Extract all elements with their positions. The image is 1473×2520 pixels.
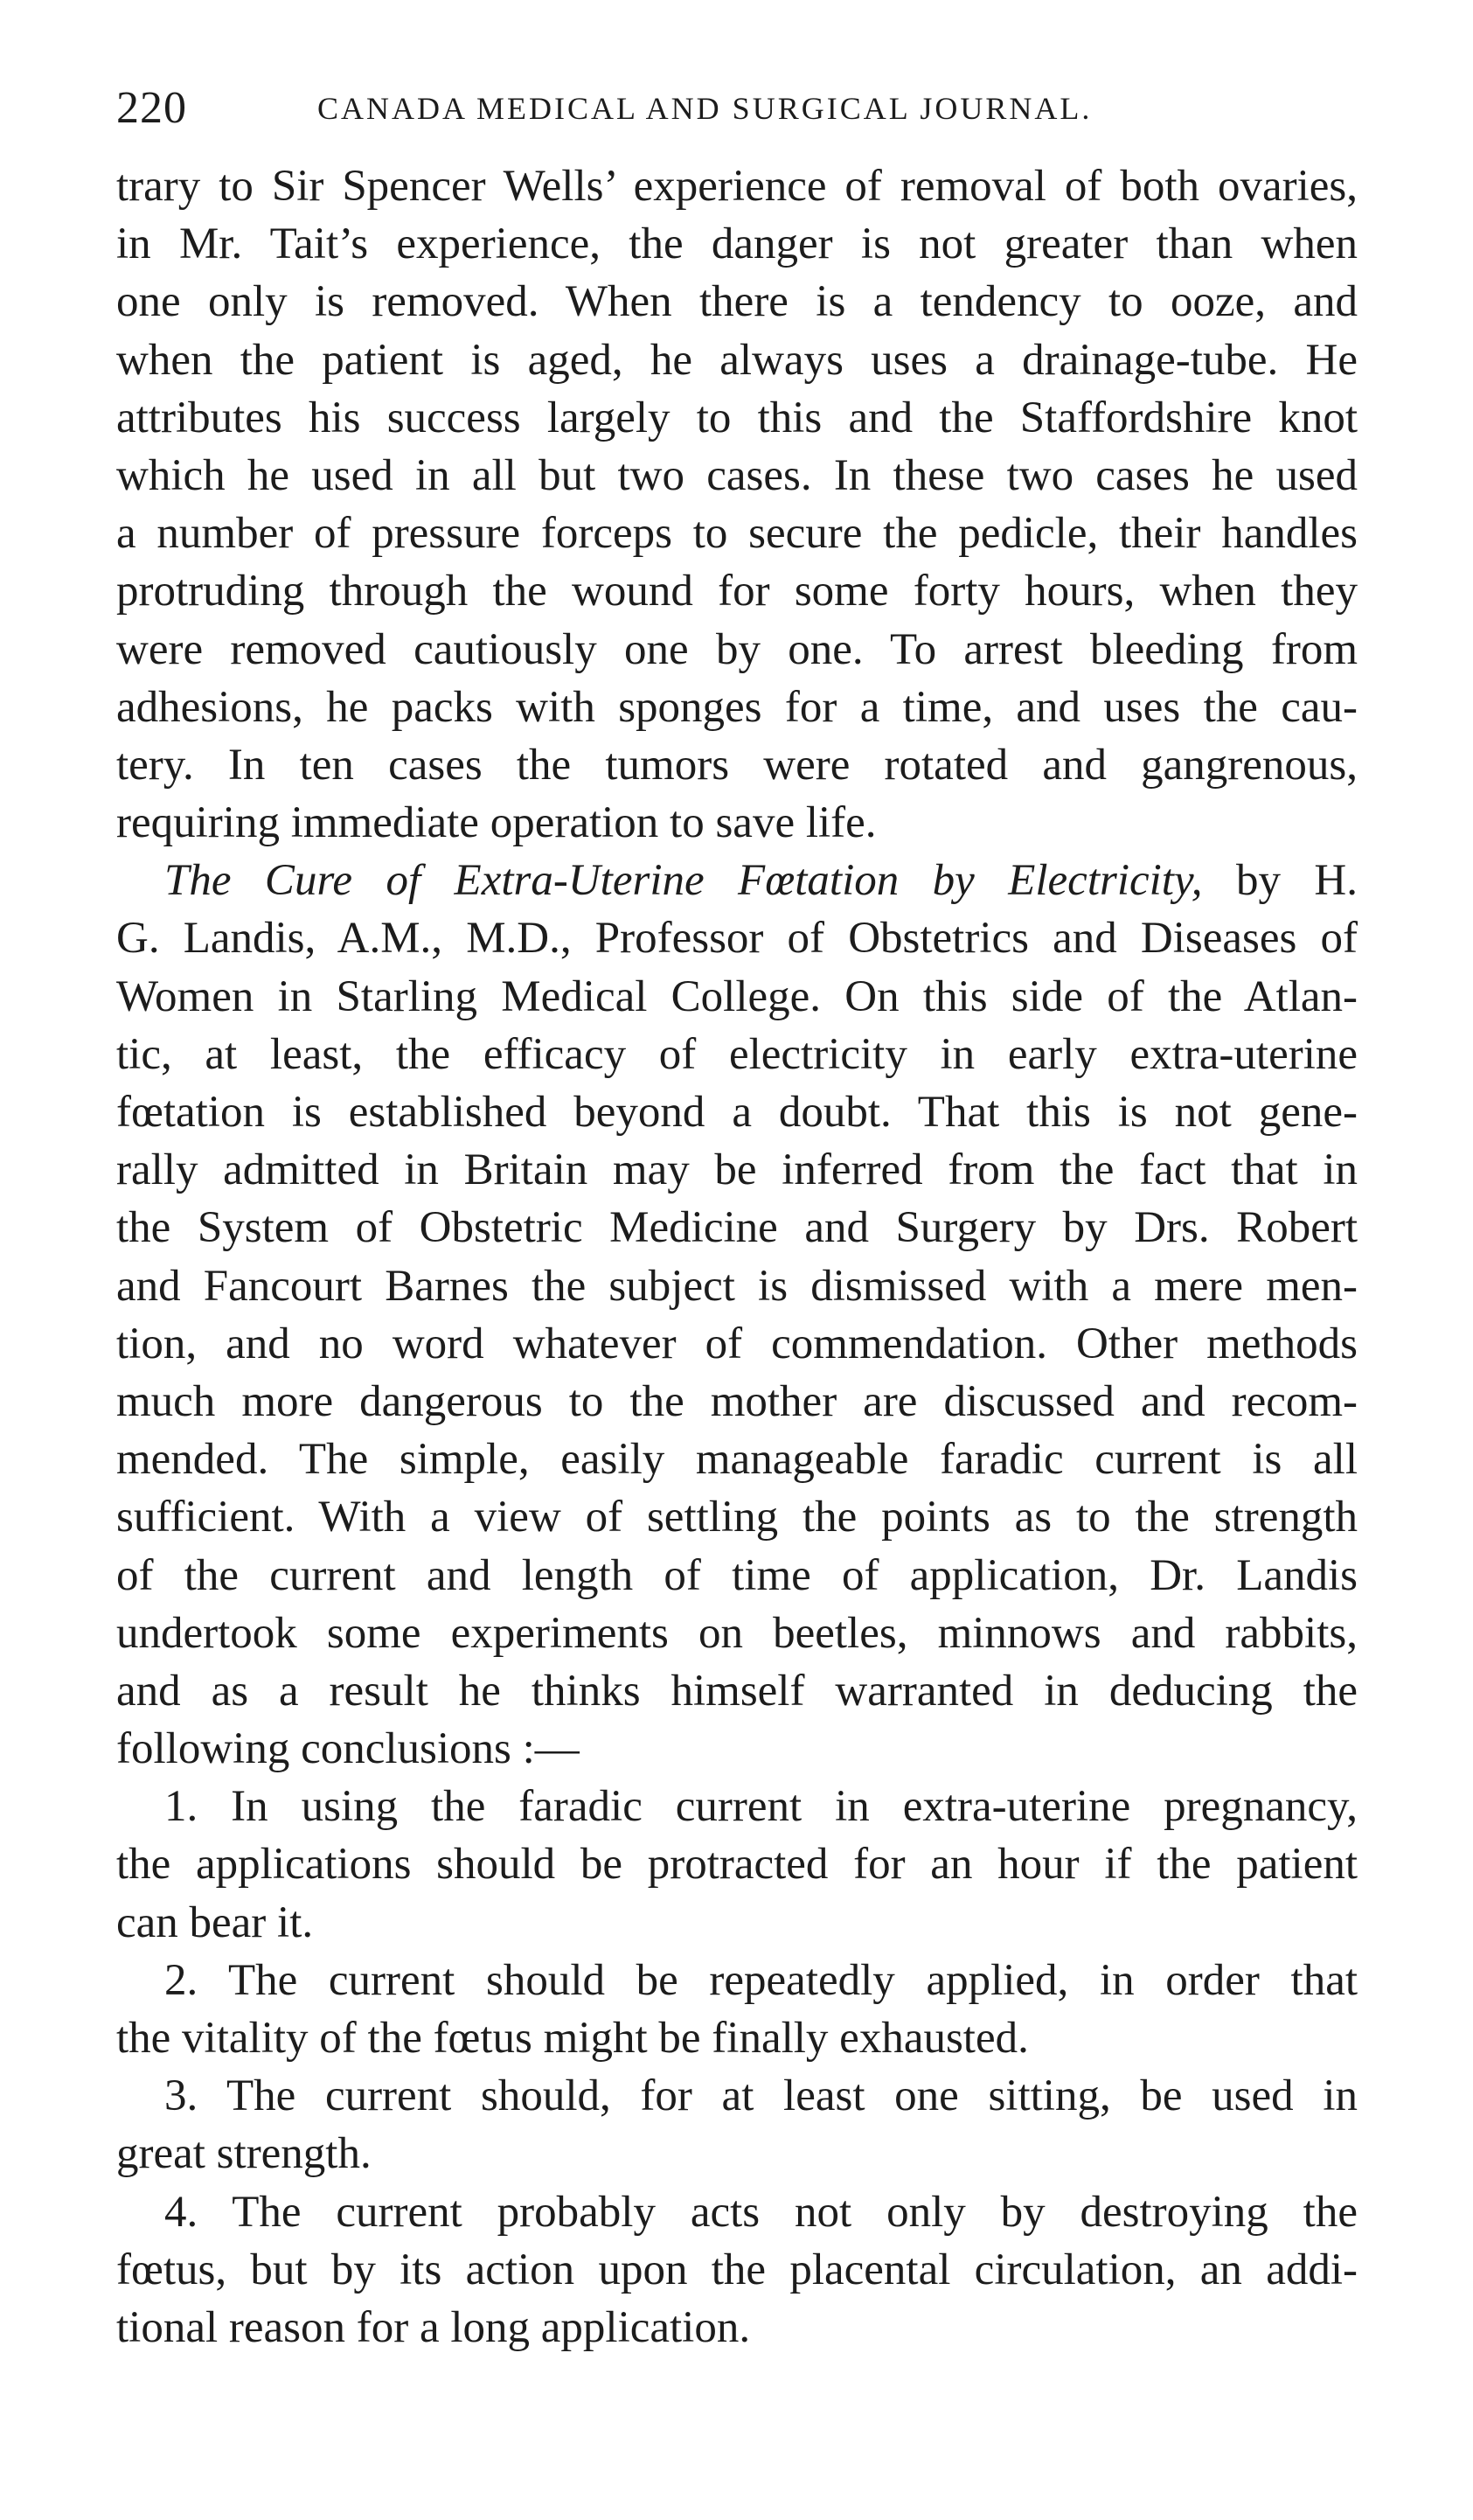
conclusion-2 (116, 1952, 1358, 2067)
text-line: rally admitted in Britain may be inferred from the fact that in (116, 1145, 1358, 1195)
text-line: were removed cautiously one by one. To arrest bleeding from (116, 624, 1358, 674)
text-line: mended. The simple, easily manageable faradic current is all (116, 1435, 1358, 1485)
text-line: the System of Obstetric Medicine and Surgery by Drs. Robert (116, 1203, 1358, 1253)
text-line: when the patient is aged, he always uses a drainage-tube. He (116, 335, 1358, 385)
running-head (116, 80, 1358, 136)
text-line: undertook some experiments on beetles, minnows and rabbits, (116, 1608, 1358, 1658)
text-line: G. Landis, A.M., M.D., Professor of Obstetrics and Diseases of (116, 914, 1358, 964)
text-line: fœtation is established beyond a doubt. That this is not gene- (116, 1088, 1358, 1137)
text-line: requiring immediate operation to save life. (116, 798, 877, 848)
text-line: tion, and no word whatever of commendation. Other methods (116, 1319, 1358, 1368)
article-title: The Cure of Extra-Uterine Fœtation by Electricity, (164, 856, 1203, 906)
conclusion-line: 1. In using the faradic current in extra-uterine pregnancy, (164, 1782, 1358, 1832)
text-line: which he used in all but two cases. In these two cases he used (116, 450, 1358, 500)
page-number: 220 (116, 83, 187, 133)
conclusion-4 (116, 2183, 1358, 2357)
conclusion-line: 4. The current probably acts not only by destroying the (164, 2187, 1358, 2237)
paragraph-electricity (116, 852, 1358, 1778)
text-line: a number of pressure forceps to secure the pedicle, their handles (116, 509, 1358, 559)
article-body (116, 157, 1358, 2356)
text-line: in Mr. Tait’s experience, the danger is not greater than when (116, 219, 1358, 269)
conclusion-line: 3. The current should, for at least one sitting, be used in (164, 2071, 1358, 2121)
conclusion-line: great strength. (116, 2129, 372, 2179)
text-line: one only is removed. When there is a tendency to ooze, and (116, 277, 1358, 327)
text-line: trary to Sir Spencer Wells’ experience of removal of both ovaries, (116, 162, 1358, 211)
text-line: and as a result he thinks himself warranted in deducing the (116, 1666, 1358, 1716)
text-line: and Fancourt Barnes the subject is dismissed with a mere men- (116, 1261, 1358, 1311)
article-author-lead: by H. (1202, 856, 1358, 906)
paragraph-ovariotomy (116, 157, 1358, 852)
text-line: tery. In ten cases the tumors were rotated and gangrenous, (116, 740, 1358, 790)
conclusion-line: 2. The current should be repeatedly applied, in order that (164, 1955, 1358, 2005)
text-line: attributes his success largely to this and the Staffordshire knot (116, 393, 1358, 442)
text-line: adhesions, he packs with sponges for a time, and uses the cau- (116, 682, 1358, 732)
article-title-line (116, 852, 1358, 909)
text-line: protruding through the wound for some forty hours, when they (116, 567, 1358, 616)
text-line: of the current and length of time of application, Dr. Landis (116, 1550, 1358, 1600)
conclusion-line: can bear it. (116, 1897, 314, 1947)
conclusion-1 (116, 1778, 1358, 1952)
conclusion-line: tional reason for a long application. (116, 2302, 751, 2352)
conclusion-3 (116, 2067, 1358, 2182)
conclusion-line: the vitality of the fœtus might be finally exhausted. (116, 2014, 1029, 2063)
text-line: Women in Starling Medical College. On this side of the Atlan- (116, 971, 1358, 1021)
journal-title: CANADA MEDICAL AND SURGICAL JOURNAL. (317, 91, 1093, 126)
conclusion-line: the applications should be protracted for an hour if the patient (116, 1840, 1358, 1890)
conclusion-line: fœtus, but by its action upon the placental circulation, an addi- (116, 2245, 1358, 2294)
text-line: sufficient. With a view of settling the points as to the strength (116, 1493, 1358, 1542)
text-line: tic, at least, the efficacy of electricity in early extra-uterine (116, 1029, 1358, 1079)
text-line: much more dangerous to the mother are discussed and recom- (116, 1376, 1358, 1426)
text-line: following conclusions :— (116, 1724, 580, 1774)
